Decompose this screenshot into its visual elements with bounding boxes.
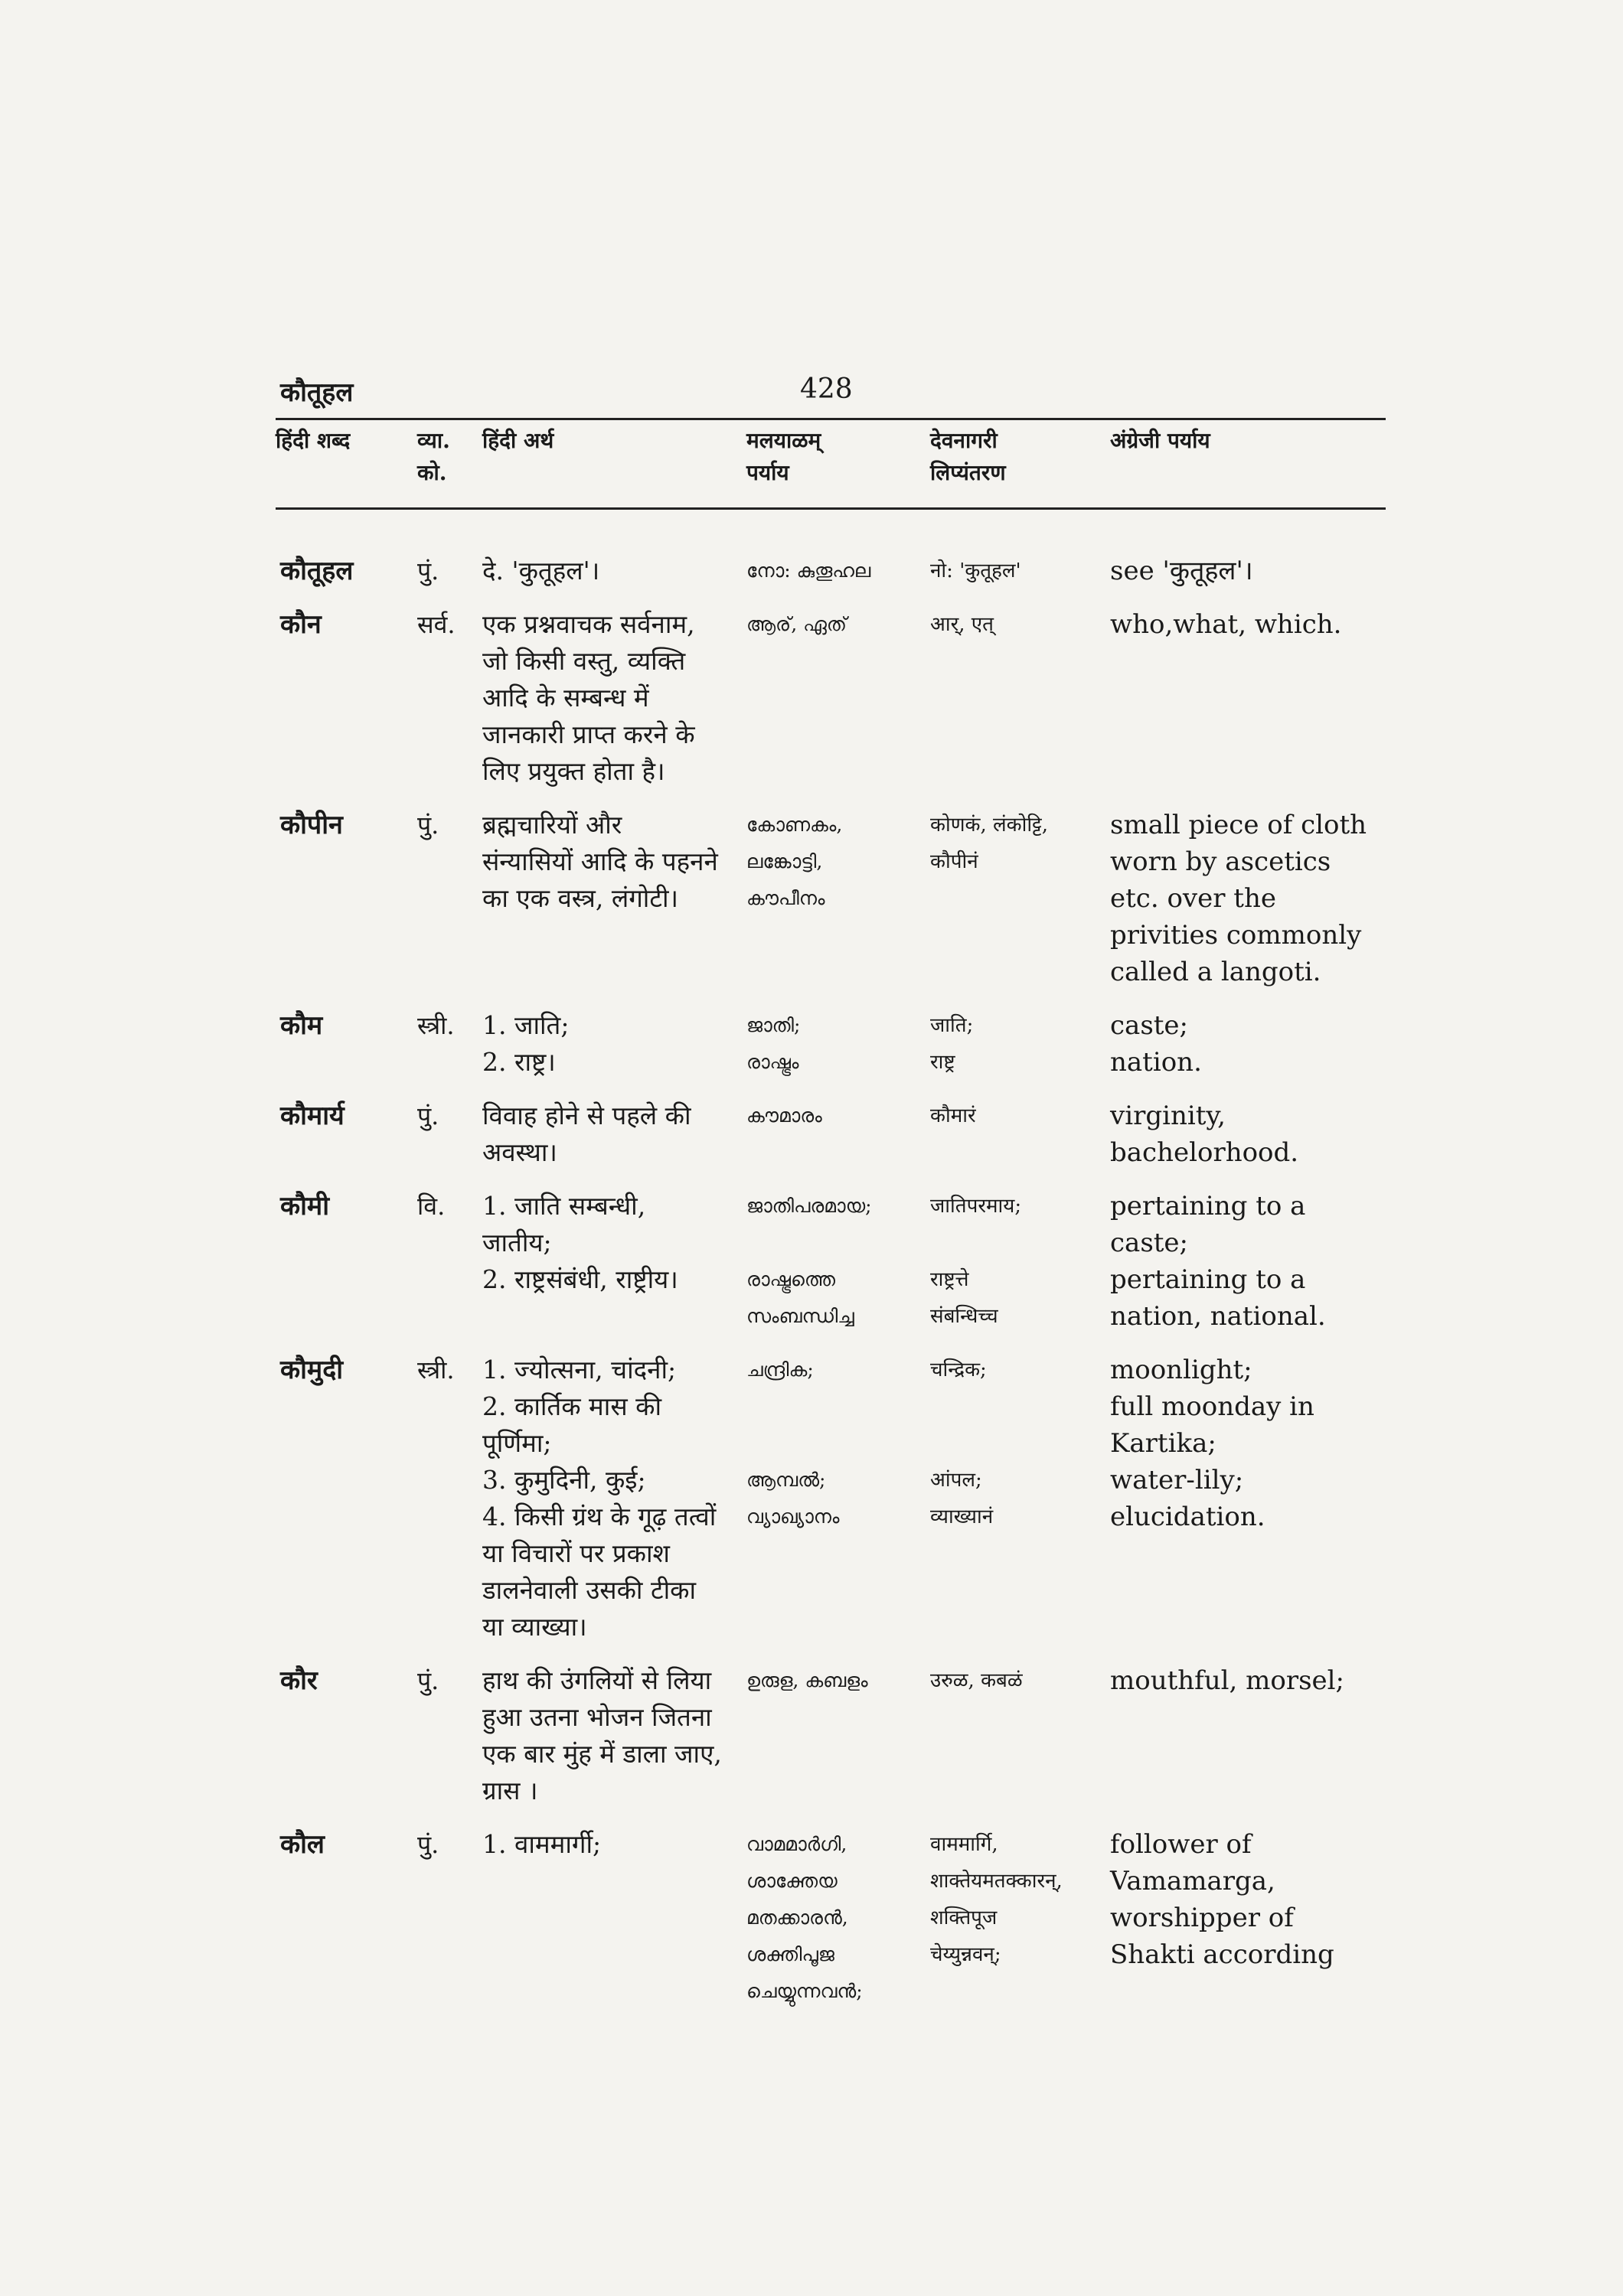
dictionary-entry [276, 807, 1386, 990]
hindi-meaning: 1. जाति; 2. राष्ट्र। [482, 1010, 570, 1077]
hindi-meaning: एक प्रश्नवाचक सर्वनाम, जो किसी वस्तु, व्यक्ति आदि के सम्बन्ध में जानकारी प्राप्त करने के लिए प्रयुक्त होता है। [482, 609, 695, 786]
running-head-word: कौतूहल [280, 377, 354, 408]
column-header-grammar: व्या. को. [417, 428, 450, 485]
english-equivalent: mouthful, morsel; [1110, 1665, 1344, 1696]
malayalam-equivalent: കോണകം, ലങ്കോട്ടി, കൗപീനം [746, 814, 843, 909]
grammar-label: स्त्री. [417, 1355, 455, 1384]
grammar-label: पुं. [417, 810, 439, 840]
devanagari-transliteration: नो: 'कुतूहल' [930, 559, 1021, 582]
headword: कौन [280, 609, 322, 640]
hindi-meaning: 1. वाममार्गी; [482, 1829, 602, 1859]
headword: कौमी [280, 1191, 330, 1221]
malayalam-equivalent: ആര്, ഏത് [746, 613, 847, 635]
headword: कौर [280, 1665, 318, 1696]
dictionary-entry [276, 1662, 1386, 1809]
headword: कौतूहल [280, 556, 354, 586]
dictionary-entry [276, 1097, 1386, 1171]
dictionary-entry [276, 1007, 1386, 1081]
english-equivalent: pertaining to a caste; pertaining to a nation, national. [1110, 1191, 1326, 1332]
english-equivalent: small piece of cloth worn by ascetics etc. over the privities commonly called a langoti. [1110, 810, 1367, 987]
devanagari-transliteration: जातिपरमाय; राष्ट्रत्ते संबन्धिच्च [930, 1195, 1022, 1328]
malayalam-equivalent: ജാതിപരമായ; രാഷ്ട്രത്തെ സംബന്ധിച്ച [746, 1195, 872, 1327]
grammar-label: पुं. [417, 1101, 439, 1130]
malayalam-equivalent: ജാതി; രാഷ്ട്രം [746, 1014, 801, 1073]
column-header-hindi-word: हिंदी शब्द [276, 428, 351, 453]
devanagari-transliteration: जाति; राष्ट्र [930, 1014, 974, 1074]
grammar-label: पुं. [417, 1830, 439, 1859]
grammar-label: सर्व. [417, 610, 456, 639]
malayalam-equivalent: കൗമാരം [746, 1104, 822, 1127]
hindi-meaning: ब्रह्मचारियों और संन्यासियों आदि के पहनने का एक वस्त्र, लंगोटी। [482, 810, 718, 913]
headword: कौमुदी [280, 1355, 344, 1385]
hindi-meaning: विवाह होने से पहले की अवस्था। [482, 1101, 691, 1167]
headword: कौम [280, 1010, 323, 1041]
entry-list [276, 553, 1386, 2010]
hindi-meaning: दे. 'कुतूहल'। [482, 556, 600, 585]
grammar-label: वि. [417, 1192, 446, 1221]
devanagari-transliteration: कोणकं, लंकोट्टि, कौपीनं [930, 814, 1049, 873]
dictionary-page [276, 373, 1386, 2027]
grammar-label: पुं. [417, 1666, 439, 1695]
english-equivalent: follower of Vamamarga, worshipper of Shakti according [1110, 1829, 1334, 1970]
english-equivalent: virginity, bachelorhood. [1110, 1101, 1299, 1168]
grammar-label: स्त्री. [417, 1011, 455, 1040]
malayalam-equivalent: ഉരുള, കബളം [746, 1669, 868, 1691]
devanagari-transliteration: आर्, एत् [930, 613, 994, 636]
headword: कौल [280, 1829, 325, 1860]
malayalam-equivalent: ചന്ദ്രിക; ആമ്പൽ; വ്യാഖ്യാനം [746, 1358, 840, 1528]
hindi-meaning: 1. जाति सम्बन्धी, जातीय; 2. राष्ट्रसंबंधी, राष्ट्रीय। [482, 1191, 678, 1294]
devanagari-transliteration: उरुळ, कबळं [930, 1669, 1023, 1692]
malayalam-equivalent: നോ: കുതൂഹല [746, 559, 871, 582]
devanagari-transliteration: वाममार्गि, शाक्तेयमतक्कारन्, शक्तिपूज चेय्युन्नवन्; [930, 1833, 1063, 1966]
headword: कौमार्य [280, 1101, 345, 1131]
dictionary-entry [276, 553, 1386, 589]
malayalam-equivalent: വാമമാർഗി, ശാക്തേയ മതക്കാരൻ, ശക്തിപൂജ ചെയ്യുന്നവൻ; [746, 1833, 863, 2002]
english-equivalent: moonlight; full moonday in Kartika; water-lily; elucidation. [1110, 1355, 1314, 1532]
dictionary-entry [276, 1352, 1386, 1645]
grammar-label: पुं. [417, 556, 439, 585]
english-equivalent: who,what, which. [1110, 609, 1342, 640]
header-rule [276, 507, 1386, 510]
dictionary-entry [276, 606, 1386, 790]
english-equivalent: caste; nation. [1110, 1010, 1202, 1078]
column-header-hindi-meaning: हिंदी अर्थ [482, 428, 554, 453]
column-header-malayalam: मलयाळम् पर्याय [746, 428, 821, 485]
hindi-meaning: हाथ की उंगलियों से लिया हुआ उतना भोजन जितना एक बार मुंह में डाला जाए, ग्रास । [482, 1665, 722, 1805]
page-number: 428 [800, 373, 853, 405]
column-headers [276, 420, 1386, 507]
dictionary-entry [276, 1826, 1386, 2010]
hindi-meaning: 1. ज्योत्सना, चांदनी; 2. कार्तिक मास की पूर्णिमा; 3. कुमुदिनी, कुई; 4. किसी ग्रंथ के गूढ़ तत्वों या विचारों पर प्रकाश डालनेवाली उसकी टीका या व्याख्या। [482, 1355, 717, 1642]
column-header-devanagari: देवनागरी लिप्यंतरण [930, 428, 1006, 485]
running-head [276, 373, 1386, 412]
devanagari-transliteration: कौमारं [930, 1104, 976, 1127]
english-equivalent: see 'कुतूहल'। [1110, 556, 1253, 586]
devanagari-transliteration: चन्द्रिक; आंपल; व्याख्यानं [930, 1358, 994, 1528]
column-header-english: अंग्रेजी पर्याय [1110, 428, 1210, 453]
headword: कौपीन [280, 810, 343, 840]
dictionary-entry [276, 1188, 1386, 1335]
